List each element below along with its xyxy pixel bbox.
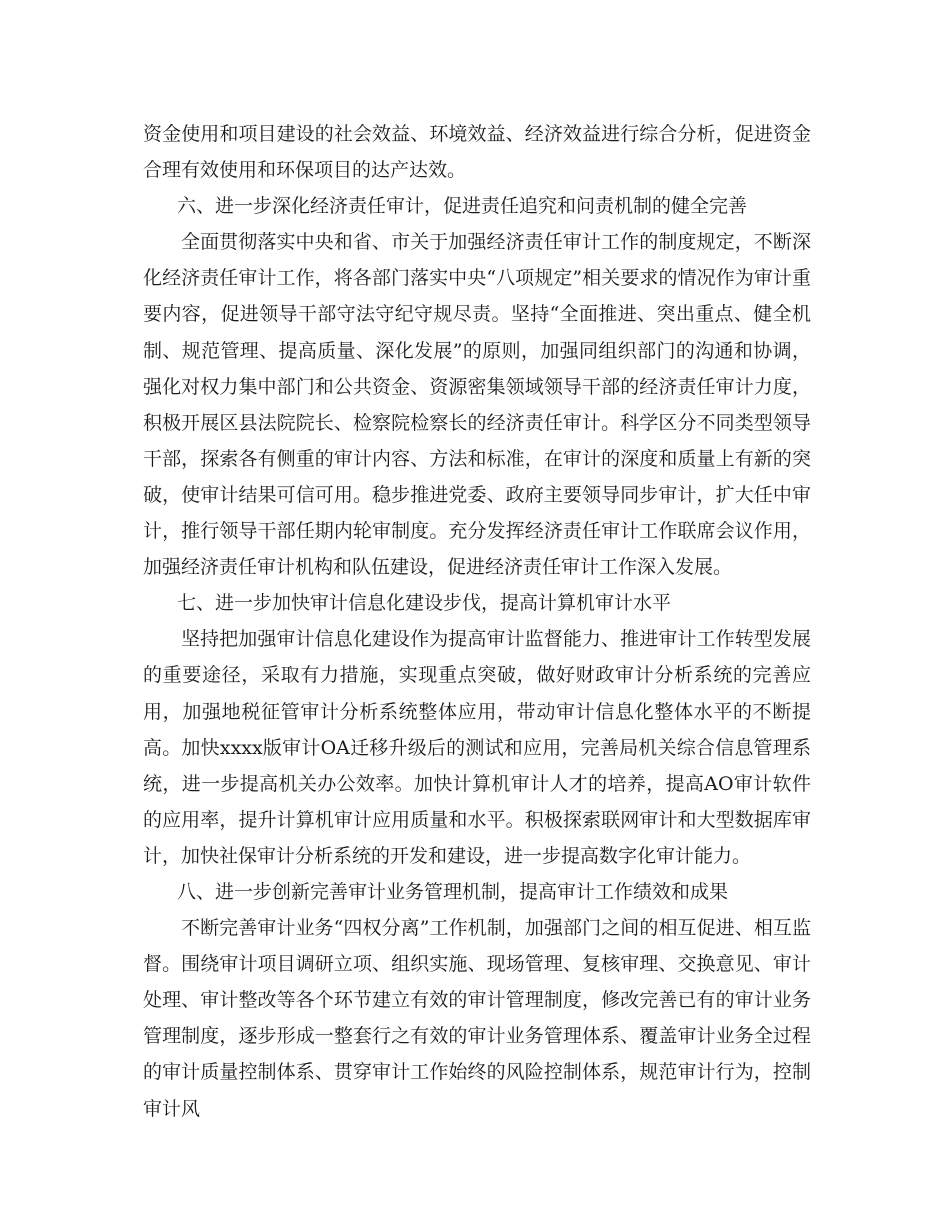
document-body [143, 116, 811, 1127]
paragraph-section-6: 全面贯彻落实中央和省、市关于加强经济责任审计工作的制度规定，不断深化经济责任审计工作，将各部门落实中央“八项规定”相关要求的情况作为审计重要内容，促进领导干部守法守纪守规尽责。坚持“全面推进、突出重点、健全机制、规范管理、提高质量、深化发展”的原则，加强同组织部门的沟通和协调，强化对权力集中部门和公共资金、资源密集领域领导干部的经济责任审计力度，积极开展区县法院院长、检察院检察长的经济责任审计。科学区分不同类型领导干部，探索各有侧重的审计内容、方法和标准，在审计的深度和质量上有新的突破，使审计结果可信可用。稳步推进党委、政府主要领导同步审计，扩大任中审计，推行领导干部任期内轮审制度。充分发挥经济责任审计工作联席会议作用，加强经济责任审计机构和队伍建设，促进经济责任审计工作深入发展。 [143, 231, 811, 579]
paragraph-section-7: 坚持把加强审计信息化建设作为提高审计监督能力、推进审计工作转型发展的重要途径，采取有力措施，实现重点突破，做好财政审计分析系统的完善应用，加强地税征管审计分析系统整体应用，带动审计信息化整体水平的不断提高。加快xxxx版审计OA迁移升级后的测试和应用，完善局机关综合信息管理系统，进一步提高机关办公效率。加快计算机审计人才的培养，提高AO审计软件的应用率，提升计算机审计应用质量和水平。积极探索联网审计和大型数据库审计，加快社保审计分析系统的开发和建设，进一步提高数字化审计能力。 [143, 628, 811, 867]
paragraph-section-8: 不断完善审计业务“四权分离”工作机制，加强部门之间的相互促进、相互监督。围绕审计项目调研立项、组织实施、现场管理、复核审理、交换意见、审计处理、审计整改等各个环节建立有效的审计管理制度，修改完善已有的审计业务管理制度，逐步形成一整套行之有效的审计业务管理体系、覆盖审计业务全过程的审计质量控制体系、贯穿审计工作始终的风险控制体系，规范审计行为，控制审计风 [143, 917, 811, 1120]
section-heading-6: 六、进一步深化经济责任审计，促进责任追究和问责机制的健全完善 [177, 195, 748, 218]
paragraph-continuation: 资金使用和项目建设的社会效益、环境效益、经济效益进行综合分析，促进资金合理有效使用和环保项目的达产达效。 [143, 123, 811, 182]
section-heading-7: 七、进一步加快审计信息化建设步伐，提高计算机审计水平 [177, 592, 672, 615]
section-heading-8: 八、进一步创新完善审计业务管理机制，提高审计工作绩效和成果 [177, 880, 729, 903]
